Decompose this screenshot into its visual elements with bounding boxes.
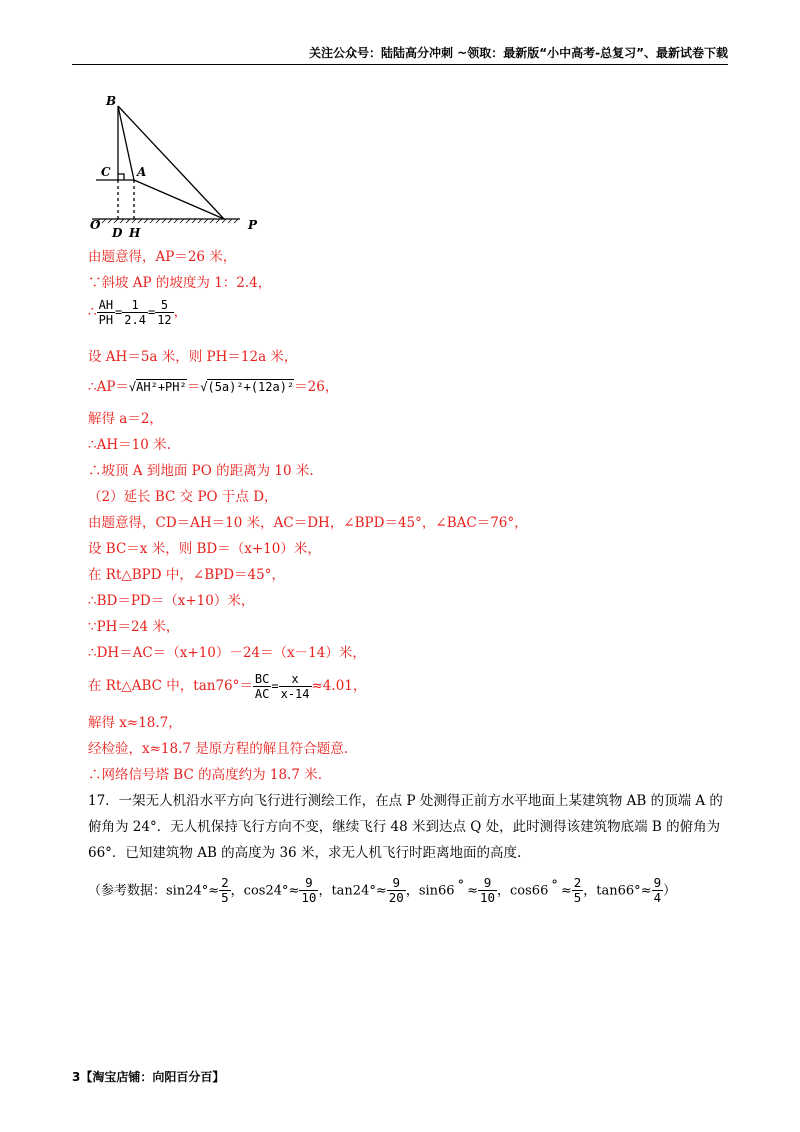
solution-line-3: ∴ $\frac{AH}{PH}$ = $\frac{1}{2.4}$ = $\frac{5}{12}$ ，: [88, 298, 188, 327]
fraction-numerator: 9: [299, 876, 318, 891]
label-b: B: [106, 94, 117, 108]
radicand-1: AH²+PH²: [136, 380, 187, 394]
fraction-bc-ac: [253, 672, 271, 701]
fraction-x-x14: [279, 672, 312, 701]
fraction-denominator: x-14: [280, 687, 310, 701]
solution-line-15: ∴DH＝AC＝（x+10）－24＝（x－14）米，: [88, 645, 366, 661]
fraction-cos66: [572, 876, 584, 905]
line-end: ≈4.01，: [311, 678, 367, 694]
approx-sign: ≈: [375, 883, 387, 899]
solution-line-11: 设 BC＝x 米，则 BD＝（x+10）米，: [88, 541, 321, 557]
fraction-tan24: [387, 876, 406, 905]
fraction-numerator: 9: [387, 876, 406, 891]
solution-line-16: 在 Rt△ABC 中，tan76°＝ $\frac{BC}{AC}$ = $\frac{x}{x-14}$ ≈4.01，: [88, 672, 367, 701]
radicand-2: (5a)²+(12a)²: [207, 380, 295, 394]
solution-line-10: 由题意得，CD＝AH＝10 米，AC＝DH，∠BPD＝45°，∠BAC＝76°，: [88, 515, 528, 531]
solution-line-9: （2）延长 BC 交 PO 于点 D，: [88, 489, 278, 505]
label-o: O: [90, 218, 101, 232]
fraction-denominator: 4: [653, 890, 662, 906]
fraction-denominator: 10: [479, 890, 496, 906]
fraction-denominator: 12: [157, 313, 172, 327]
fraction-numerator: 2: [573, 875, 582, 891]
solution-line-14: ∵PH＝24 米，: [88, 619, 180, 635]
approx-sign: ≈: [467, 883, 478, 899]
sqrt-sign: √: [200, 380, 208, 394]
shop-name: 【淘宝店铺：向阳百分百】: [80, 1070, 225, 1084]
solution-line-18: 经检验，x≈18.7 是原方程的解且符合题意.: [88, 741, 349, 757]
segment-ap: [134, 180, 224, 219]
degree-sign: °: [457, 878, 465, 893]
therefore-prefix: ∴: [88, 304, 97, 320]
ref-cos66: ，cos66: [497, 883, 549, 899]
fraction-sin24: [219, 876, 231, 905]
question-17-line-3: 66°．已知建筑物 AB 的高度为 36 米，求无人机飞行时距离地面的高度.: [88, 845, 522, 861]
page-number: 3: [72, 1070, 81, 1084]
solution-line-12: 在 Rt△BPD 中，∠BPD＝45°，: [88, 567, 285, 583]
fraction-numerator: 2: [221, 875, 229, 891]
ref-open: （参考数据：sin24°≈: [88, 883, 220, 899]
fraction-denominator: 5: [221, 890, 229, 906]
fraction-numerator: 1: [122, 298, 148, 313]
solution-line-7: ∴AH＝10 米.: [88, 437, 171, 453]
solution-line-13: ∴BD＝PD＝（x+10）米，: [88, 593, 255, 609]
fraction-numerator: BC: [254, 672, 270, 686]
solution-line-1: 由题意得，AP＝26 米，: [88, 249, 237, 265]
reference-data: [88, 866, 676, 911]
header-text: 关注公众号：陆陆高分冲刺 ~领取：最新版“小中高考-总复习”、最新试卷下载: [309, 46, 728, 60]
question-17-line-2: 俯角为 24°．无人机保持飞行方向不变，继续飞行 48 米到达点 Q 处，此时测得该建筑物底端 B 的俯角为: [88, 819, 721, 835]
line-end: ，: [173, 304, 188, 320]
question-17-line-1: 17．一架无人机沿水平方向飞行进行测绘工作，在点 P 处测得正前方水平地面上某建筑物 AB 的顶端 A 的: [88, 793, 723, 809]
fraction-cos24: [299, 876, 318, 905]
solution-line-19: ∴网络信号塔 BC 的高度约为 18.7 米.: [88, 767, 323, 783]
fraction-denominator: 5: [573, 890, 582, 906]
line-end: ＝26，: [294, 379, 339, 395]
solution-line-2: ∵斜坡 AP 的坡度为 1：2.4，: [88, 275, 272, 291]
fraction-sin66: [478, 876, 497, 905]
approx-sign: ≈: [560, 883, 572, 899]
fraction-numerator: AH: [98, 298, 114, 312]
solution-line-4: 设 AH＝5a 米，则 PH＝12a 米，: [88, 349, 298, 365]
ap-prefix: ∴AP＝: [88, 379, 129, 395]
fraction-5-12: [155, 298, 173, 327]
geometry-figure: [88, 92, 278, 238]
fraction-denominator: 10: [301, 890, 317, 906]
solution-line-6: 解得 a＝2，: [88, 411, 163, 427]
label-h: H: [129, 226, 141, 238]
fraction-denominator: AC: [254, 687, 270, 701]
label-c: C: [101, 165, 111, 179]
equals-sign: ＝: [186, 379, 201, 395]
segment-ba: [118, 106, 134, 180]
page-footer: [72, 1068, 224, 1085]
segment-bp: [118, 106, 224, 219]
right-angle-mark: [118, 174, 124, 180]
ref-sin66: ，sin66: [405, 883, 455, 899]
label-a: A: [137, 165, 147, 179]
sqrt-sign: √: [128, 380, 137, 394]
label-d: D: [112, 226, 123, 238]
page-header: [72, 44, 728, 65]
fraction-1-2.4: [122, 298, 148, 327]
fraction-denominator: PH: [98, 313, 114, 327]
fraction-numerator: 5: [155, 298, 173, 313]
fraction-tan66: [652, 876, 664, 905]
label-p: P: [248, 218, 258, 232]
solution-line-8: ∴坡顶 A 到地面 PO 的距离为 10 米.: [88, 463, 314, 479]
fraction-numerator: 9: [653, 875, 662, 891]
fraction-ah-ph: [97, 298, 115, 327]
approx-sign: ≈: [640, 883, 652, 899]
fraction-numerator: x: [279, 672, 312, 687]
ref-close: ）: [663, 883, 677, 899]
fraction-denominator: 20: [388, 890, 404, 906]
fraction-numerator: 9: [478, 876, 497, 891]
ref-tan24: ，tan24°: [318, 883, 376, 899]
solution-line-17: 解得 x≈18.7，: [88, 715, 182, 731]
ref-cos24: ，cos24°≈: [230, 883, 300, 899]
degree-sign: °: [551, 878, 558, 893]
tan76-prefix: 在 Rt△ABC 中，tan76°＝: [88, 678, 253, 694]
ref-tan66: ，tan66°: [583, 883, 641, 899]
fraction-denominator: 2.4: [124, 313, 146, 327]
solution-line-5: [88, 378, 338, 396]
